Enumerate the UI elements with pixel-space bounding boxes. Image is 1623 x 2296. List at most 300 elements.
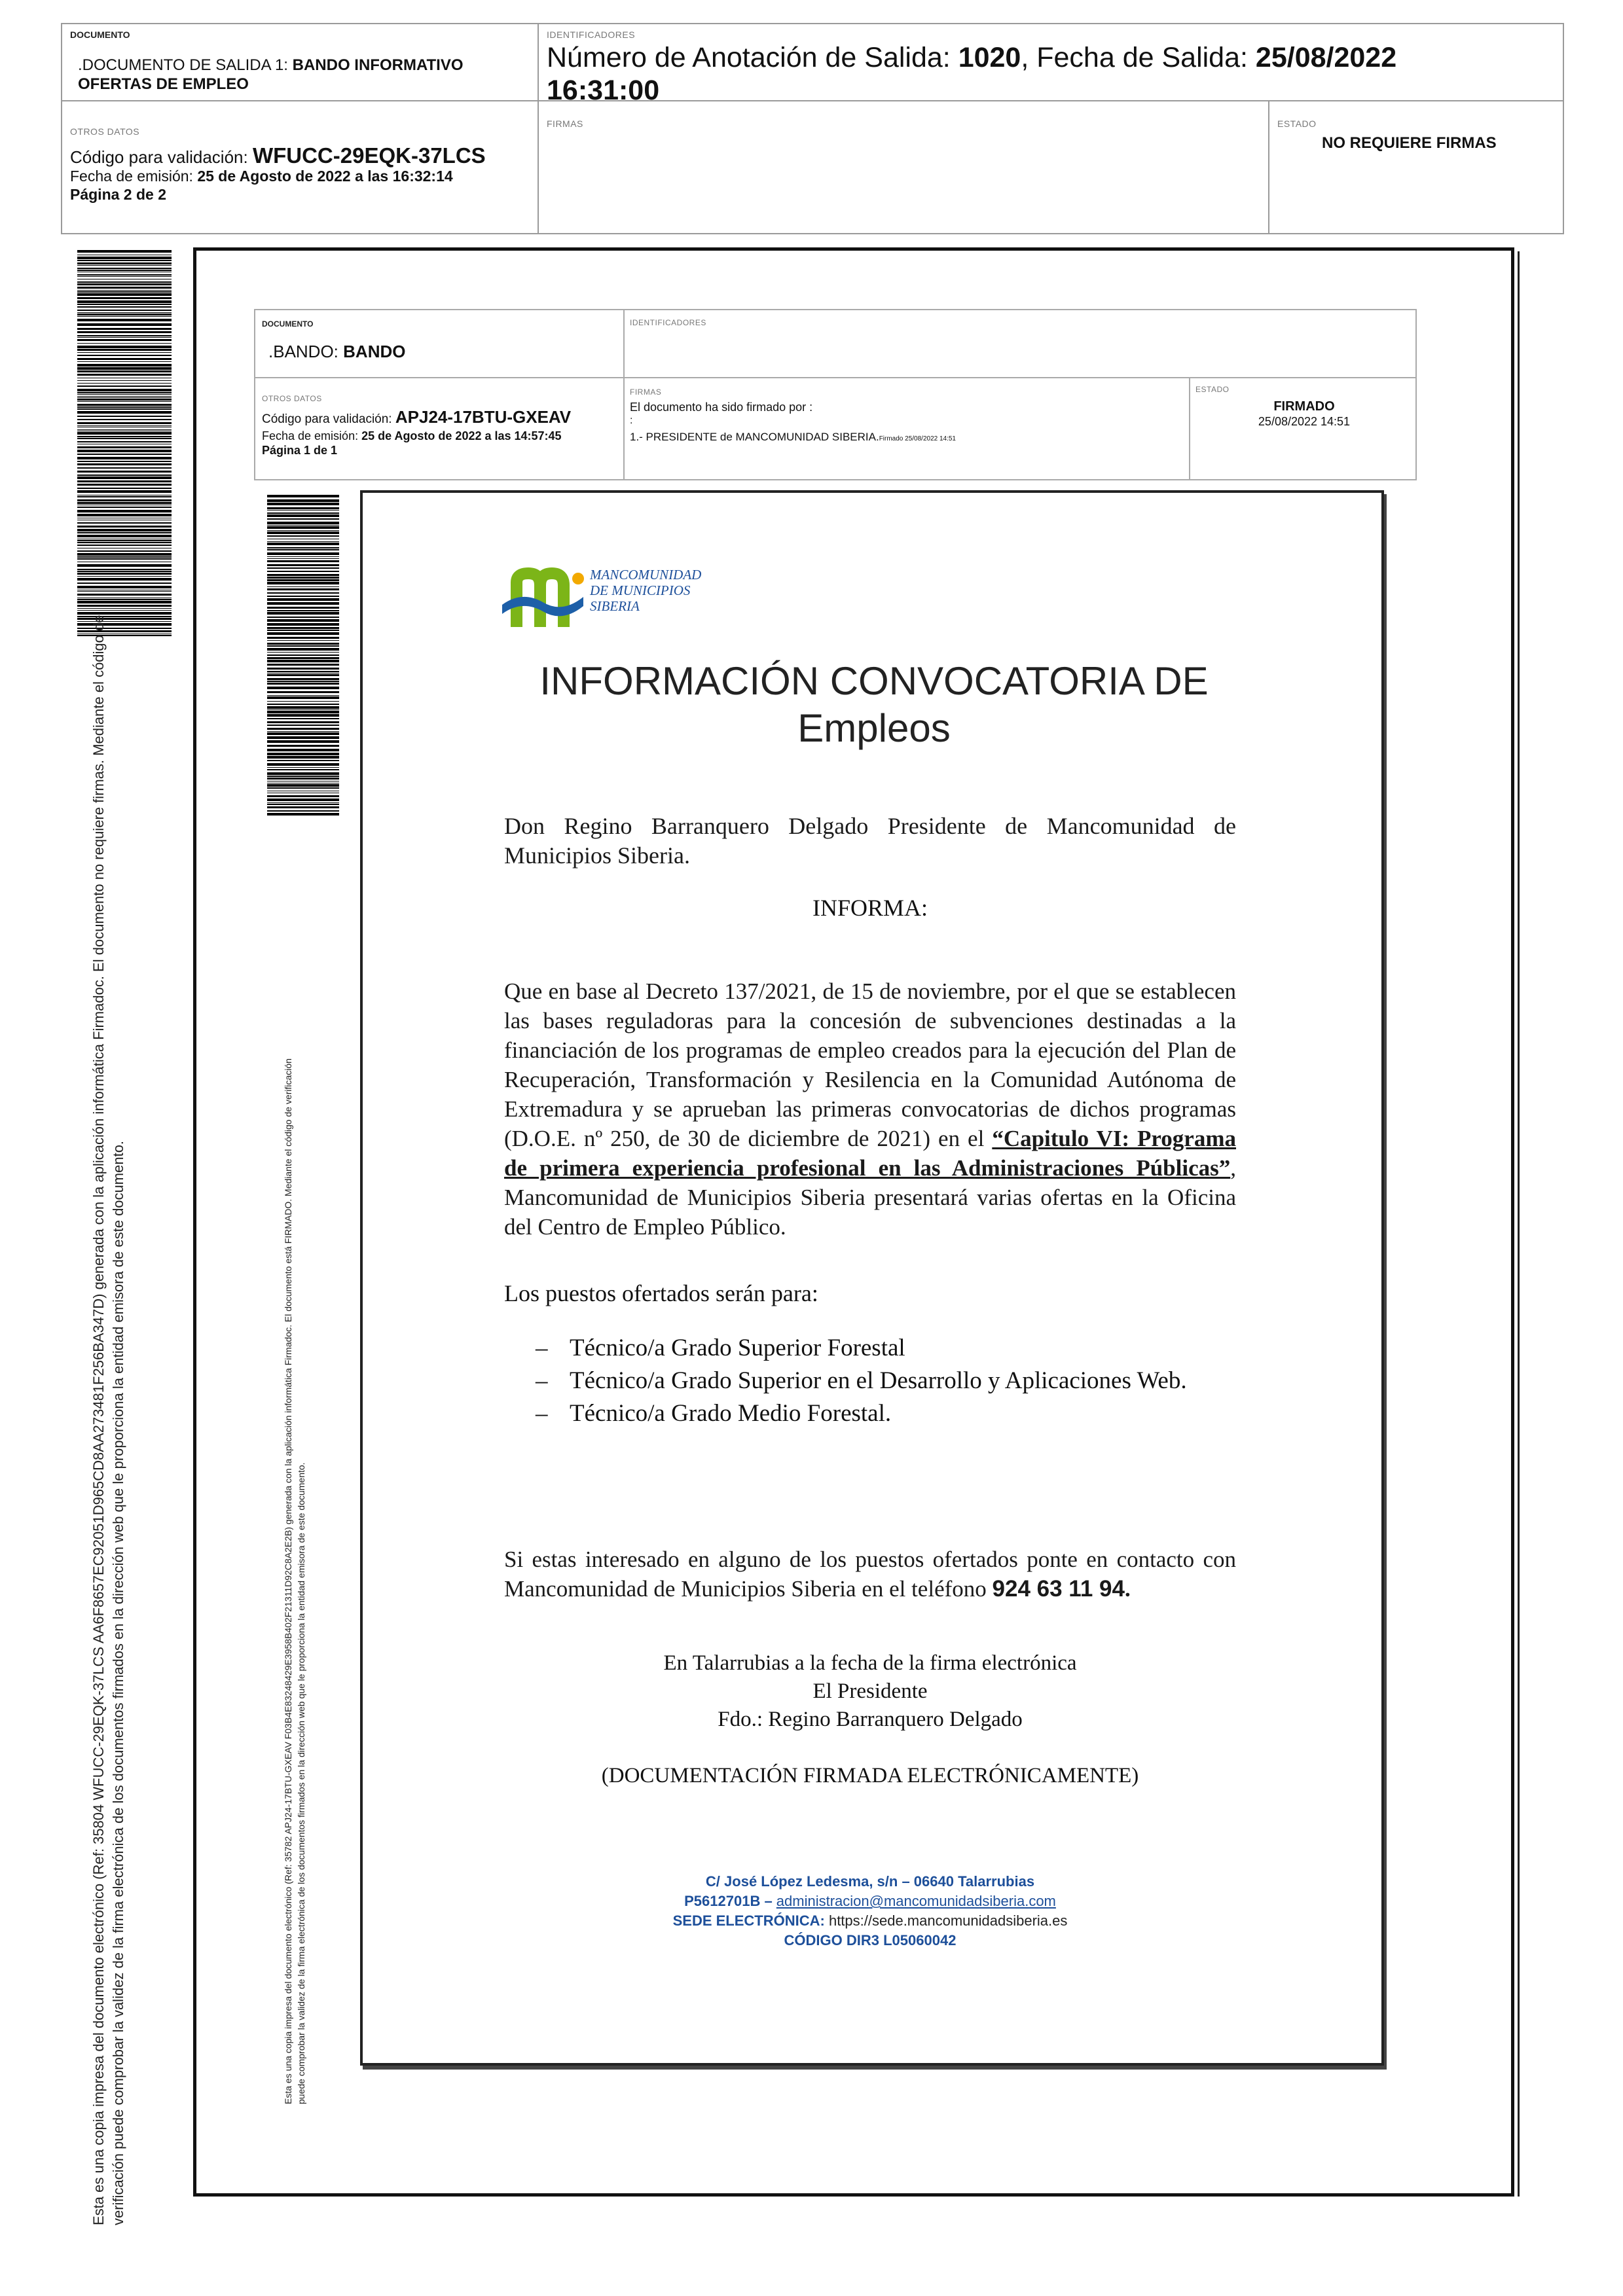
inner-identificadores-cell xyxy=(623,309,1417,378)
inner-codigo-prefix: Código para validación: xyxy=(262,412,395,426)
barcode-bar xyxy=(267,549,339,550)
barcode-bar xyxy=(77,274,172,276)
bando-signature-block xyxy=(504,1649,1236,1734)
footer-sede xyxy=(504,1911,1236,1931)
footer-sede-label: SEDE ELECTRÓNICA: xyxy=(672,1912,829,1929)
barcode-bar xyxy=(267,696,339,699)
barcode-bar xyxy=(267,756,339,759)
barcode-bar xyxy=(267,637,339,639)
logo-text-line3: SIBERIA xyxy=(590,598,640,614)
barcode-bar xyxy=(77,522,172,524)
barcode-bar xyxy=(77,612,172,615)
outer-identificadores-cell xyxy=(538,23,1564,106)
barcode-bar xyxy=(77,404,172,406)
inner-estado-cell xyxy=(1189,377,1417,480)
outer-pagina: Página 2 de 2 xyxy=(70,186,167,203)
outer-numero-prefix: Número de Anotación de Salida: xyxy=(547,42,958,73)
barcode-bar xyxy=(77,250,172,253)
barcode-bar xyxy=(267,701,339,702)
barcode-bar xyxy=(77,265,172,266)
inner-firmante xyxy=(630,431,956,444)
inner-documento-cell xyxy=(254,309,625,378)
barcode-bar xyxy=(77,310,172,311)
outer-fecha-value: 25/08/2022 xyxy=(1255,42,1397,73)
barcode-bar xyxy=(77,558,172,560)
outer-firmas-cell xyxy=(538,100,1269,234)
barcode-bar xyxy=(267,499,339,502)
barcode-bar xyxy=(267,787,339,789)
barcode-bar xyxy=(267,558,339,559)
outer-otros-label: OTROS DATOS xyxy=(70,126,140,137)
barcode-bar xyxy=(267,567,339,569)
barcode-bar xyxy=(77,608,172,609)
barcode-bar xyxy=(77,591,172,592)
inner-side-text-line2: puede comprobar la validez de la firma electrónica de los documentos firmados en la dirección web que le proporciona la entidad emisora de este documento. xyxy=(296,1462,306,2104)
barcode-bar xyxy=(267,579,339,581)
embedded-frame-right-edge xyxy=(1518,251,1520,2197)
outer-side-text xyxy=(89,615,128,2225)
barcode-bar xyxy=(77,331,172,333)
barcode-bar xyxy=(267,648,339,651)
barcode-bar xyxy=(267,612,339,615)
barcode-bar xyxy=(77,314,172,315)
barcode-bar xyxy=(267,706,339,709)
bando-intro: Don Regino Barranquero Delgado Presidente de Mancomunidad de Municipios Siberia. xyxy=(504,813,1236,869)
barcode-bar xyxy=(77,300,172,303)
barcode-bar xyxy=(77,425,172,426)
barcode-bar xyxy=(77,346,172,348)
barcode-bar xyxy=(267,522,339,524)
barcode-bar xyxy=(77,571,172,572)
outer-documento-cell xyxy=(61,23,539,101)
barcode-bar xyxy=(267,736,339,739)
barcode-bar xyxy=(267,640,339,641)
barcode-bar xyxy=(267,711,339,713)
barcode-bar xyxy=(77,610,172,611)
footer-sede-url[interactable]: https://sede.mancomunidadsiberia.es xyxy=(828,1912,1068,1929)
barcode-bar xyxy=(267,596,339,597)
barcode-bar xyxy=(267,560,339,562)
bando-contacto-text: Si estas interesado en alguno de los puestos ofertados ponte en contacto con Mancomunidad de Municipios Siberia en el teléfono xyxy=(504,1547,1236,1602)
barcode-bar xyxy=(267,503,339,505)
barcode-bar xyxy=(77,583,172,584)
barcode-bar xyxy=(77,349,172,351)
logo-text-line2: DE MUNICIPIOS xyxy=(590,583,691,598)
outer-emision-value: 25 de Agosto de 2022 a las 16:32:14 xyxy=(197,168,453,185)
barcode-bar xyxy=(77,389,172,391)
bando-puestos-list xyxy=(536,1332,1236,1430)
barcode-bar xyxy=(267,725,339,726)
barcode-bar xyxy=(267,763,339,766)
outer-emision-prefix: Fecha de emisión: xyxy=(70,168,198,185)
barcode-bar xyxy=(77,475,172,476)
inner-codigo-value: APJ24-17BTU-GXEAV xyxy=(395,407,572,427)
barcode-bar xyxy=(77,422,172,424)
barcode-bar xyxy=(267,574,339,576)
barcode-bar xyxy=(77,586,172,588)
barcode-bar xyxy=(77,432,172,435)
barcode-bar xyxy=(77,476,172,479)
outer-numero-value: 1020 xyxy=(958,42,1021,73)
mancomunidad-logo xyxy=(502,556,718,635)
bando-paragraph-part1: Que en base al Decreto 137/2021, de 15 de noviembre, por el que se establecen las bases reguladoras para la concesión de subvenciones destinadas a la financiación de los programas de empleo creados para la ejecución del Plan de Recuperación, Transformación y Resilencia en la Comunidad Autónoma de Extremadura y se aprueban las primeras convocatorias de dichos programas (D.O.E. nº 250, de 30 de diciembre de 2021) en el xyxy=(504,978,1236,1151)
barcode-bar xyxy=(77,526,172,528)
barcode-bar xyxy=(267,507,339,509)
barcode-bar xyxy=(77,343,172,344)
barcode-bar xyxy=(267,784,339,787)
barcode-bar xyxy=(77,436,172,437)
inner-emision-prefix: Fecha de emisión: xyxy=(262,429,362,442)
barcode-bar xyxy=(267,632,339,635)
outer-documento-title-1: BANDO INFORMATIVO xyxy=(292,56,464,74)
barcode-bar xyxy=(77,337,172,338)
barcode-bar xyxy=(77,532,172,533)
barcode-bar xyxy=(77,535,172,537)
inner-emision-value: 25 de Agosto de 2022 a las 14:57:45 xyxy=(361,429,562,442)
barcode-bar xyxy=(77,287,172,289)
barcode-bar xyxy=(77,270,172,271)
barcode-bar xyxy=(77,463,172,465)
barcode-bar xyxy=(77,380,172,381)
barcode-bar xyxy=(77,281,172,283)
barcode-bar xyxy=(267,577,339,579)
footer-address: C/ José López Ledesma, s/n – 06640 Talarrubias xyxy=(705,1873,1035,1890)
barcode-bar xyxy=(267,610,339,611)
barcode-bar xyxy=(267,749,339,751)
barcode-bar xyxy=(77,352,172,353)
barcode-bar xyxy=(77,550,172,552)
barcode-bar xyxy=(77,454,172,455)
barcode-bar xyxy=(267,721,339,723)
barcode-bar xyxy=(77,496,172,497)
outer-estado-label: ESTADO xyxy=(1277,118,1317,129)
outer-fecha-prefix: , Fecha de Salida: xyxy=(1021,42,1256,73)
barcode-bar xyxy=(267,718,339,719)
barcode-bar xyxy=(77,564,172,567)
barcode-bar xyxy=(267,592,339,594)
barcode-bar xyxy=(267,664,339,666)
barcode-bar xyxy=(77,408,172,410)
barcode-bar xyxy=(267,552,339,555)
barcode-bar xyxy=(267,535,339,537)
barcode-bar xyxy=(77,293,172,296)
outer-hora-value: 16:31:00 xyxy=(547,75,660,106)
barcode-bar xyxy=(267,627,339,629)
barcode-bar xyxy=(77,457,172,459)
barcode-bar xyxy=(267,525,339,526)
barcode-bar xyxy=(77,438,172,439)
barcode-bar xyxy=(77,605,172,607)
barcode-bar xyxy=(77,556,172,558)
barcode-bar xyxy=(77,553,172,556)
barcode-bar xyxy=(267,512,339,514)
outer-documento-prefix: .DOCUMENTO DE SALIDA 1: xyxy=(78,56,293,74)
logo-mark xyxy=(502,556,586,635)
barcode-bar xyxy=(77,406,172,408)
bando-telefono: 924 63 11 94 xyxy=(992,1576,1125,1602)
bando-contacto-end: . xyxy=(1124,1576,1131,1602)
barcode-bar xyxy=(77,367,172,370)
barcode-bar xyxy=(77,397,172,398)
barcode-bar xyxy=(77,461,172,462)
barcode-bar xyxy=(267,645,339,647)
inner-codigo xyxy=(262,407,571,427)
barcode-bar xyxy=(77,276,172,277)
inner-emision xyxy=(262,429,562,443)
barcode-bar xyxy=(77,416,172,417)
barcode-bar xyxy=(267,655,339,656)
barcode-bar xyxy=(77,601,172,603)
barcode-bar xyxy=(267,547,339,548)
barcode-bar xyxy=(77,488,172,489)
barcode-bar xyxy=(267,652,339,653)
barcode-bar xyxy=(267,772,339,775)
inner-firmante-fecha: Firmado 25/08/2022 14:51 xyxy=(879,435,956,442)
outer-codigo-prefix: Código para validación: xyxy=(70,147,253,167)
barcode-bar xyxy=(77,569,172,570)
barcode-bar xyxy=(77,507,172,508)
barcode-bar xyxy=(77,304,172,305)
barcode-bar xyxy=(77,358,172,360)
barcode-bar xyxy=(77,573,172,575)
barcode-bar xyxy=(267,602,339,605)
barcode-bar xyxy=(267,623,339,626)
inner-identificadores-label: IDENTIFICADORES xyxy=(630,318,706,327)
barcode-bar xyxy=(77,323,172,326)
barcode-bar xyxy=(77,540,172,541)
barcode-bar xyxy=(77,394,172,395)
barcode-bar xyxy=(77,364,172,367)
barcode-bar xyxy=(267,564,339,566)
barcode-bar xyxy=(267,556,339,557)
barcode-bar xyxy=(77,392,172,393)
outer-otros-cell xyxy=(61,100,539,234)
outer-documento-title-2: OFERTAS DE EMPLEO xyxy=(78,75,249,93)
barcode-bar xyxy=(77,260,172,261)
barcode-bar xyxy=(267,660,339,662)
barcode-bar xyxy=(267,510,339,511)
barcode-bar xyxy=(267,657,339,659)
barcode-bar xyxy=(77,576,172,577)
barcode-bar xyxy=(267,630,339,631)
barcode-bar xyxy=(267,753,339,755)
bando-informa: INFORMA: xyxy=(812,895,928,921)
barcode-bar xyxy=(267,643,339,645)
barcode-bar xyxy=(267,704,339,705)
barcode-bar xyxy=(77,361,172,362)
barcode-bar xyxy=(267,571,339,572)
barcode-bar xyxy=(77,446,172,448)
barcode-bar xyxy=(267,582,339,584)
barcode-bar xyxy=(267,541,339,542)
barcode-bar xyxy=(77,502,172,504)
barcode-bar xyxy=(267,714,339,717)
barcode-bar xyxy=(267,760,339,761)
inner-side-text xyxy=(282,1058,308,2104)
barcode-bar xyxy=(77,401,172,402)
barcode-bar xyxy=(77,339,172,341)
barcode-bar xyxy=(267,671,339,672)
barcode-bar xyxy=(267,530,339,531)
barcode-bar xyxy=(267,526,339,529)
outer-barcode xyxy=(77,250,172,636)
barcode-bar xyxy=(267,798,339,801)
barcode-bar xyxy=(77,335,172,336)
barcode-bar xyxy=(267,495,339,497)
inner-documento-label: DOCUMENTO xyxy=(262,319,314,329)
inner-estado-fecha: 25/08/2022 14:51 xyxy=(1258,415,1351,428)
barcode-bar xyxy=(267,695,339,696)
footer-email-link[interactable]: administracion@mancomunidadsiberia.com xyxy=(776,1893,1056,1909)
inner-otros-label: OTROS DATOS xyxy=(262,394,322,403)
barcode-bar xyxy=(77,510,172,512)
barcode-bar xyxy=(77,399,172,401)
barcode-bar xyxy=(267,586,339,587)
barcode-bar xyxy=(77,419,172,420)
outer-emision xyxy=(70,168,453,185)
barcode-bar xyxy=(267,728,339,730)
barcode-bar xyxy=(267,795,339,797)
barcode-bar xyxy=(77,480,172,482)
barcode-bar xyxy=(77,386,172,387)
barcode-bar xyxy=(77,441,172,442)
inner-firmado-por: El documento ha sido firmado por : xyxy=(630,401,813,414)
bando-paragraph-part2: , Mancomunidad de Municipios Siberia presentará varias ofertas en la Oficina del Centro de Empleo Público. xyxy=(504,1155,1236,1240)
barcode-bar xyxy=(77,319,172,321)
barcode-bar xyxy=(267,514,339,517)
barcode-bar xyxy=(267,531,339,534)
barcode-bar xyxy=(267,731,339,732)
barcode-bar xyxy=(267,687,339,689)
barcode-bar xyxy=(267,678,339,680)
bando-footer xyxy=(504,1872,1236,1950)
barcode-bar xyxy=(267,588,339,590)
barcode-bar xyxy=(267,769,339,770)
barcode-bar xyxy=(77,599,172,600)
puesto-item: – Técnico/a Grado Medio Forestal. xyxy=(536,1397,1236,1430)
barcode-bar xyxy=(77,396,172,397)
inner-otros-cell xyxy=(254,377,625,480)
barcode-bar xyxy=(267,668,339,670)
barcode-bar xyxy=(77,499,172,501)
barcode-bar xyxy=(267,806,339,808)
barcode-bar xyxy=(77,283,172,285)
barcode-bar xyxy=(77,291,172,293)
outer-firmas-label: FIRMAS xyxy=(547,118,583,129)
barcode-bar xyxy=(77,514,172,516)
inner-documento-title-value: BANDO xyxy=(343,342,406,361)
outer-estado-value: NO REQUIERE FIRMAS xyxy=(1322,134,1497,152)
barcode-bar xyxy=(77,545,172,546)
barcode-bar xyxy=(77,312,172,313)
barcode-bar xyxy=(77,290,172,291)
barcode-bar xyxy=(77,257,172,259)
barcode-bar xyxy=(77,471,172,473)
inner-documento-prefix: .BANDO: xyxy=(268,342,344,361)
barcode-bar xyxy=(267,745,339,747)
barcode-bar xyxy=(267,813,339,816)
logo-text xyxy=(590,567,701,614)
bando-paragraph-bold: “Capitulo VI: Programa de primera experiencia profesional en las Administraciones Públicas” xyxy=(504,1126,1236,1181)
barcode-bar xyxy=(267,804,339,805)
barcode-bar xyxy=(77,306,172,308)
barcode-bar xyxy=(267,802,339,803)
inner-side-text-line1: Esta es una copia impresa del documento electrónico (Ref: 35782 APJ24-17BTU-GXEAV F03B4E83248429E3958B402F21311D92C8A2E2B) generada con la aplicación informática Firmadoc. El documento está FIRMADO. Mediante el código de verificación xyxy=(283,1058,293,2104)
outer-documento-title xyxy=(78,56,464,94)
barcode-bar xyxy=(267,778,339,780)
outer-estado-cell xyxy=(1268,100,1564,234)
barcode-bar xyxy=(267,709,339,710)
outer-side-text-line1: Esta es una copia impresa del documento electrónico (Ref: 35804 WFUCC-29EQK-37LCS AA6F8657EC92051D965CD8AA273481F256BA347D) generada con la aplicación informática Firmadoc. El documento no requiere firmas. Mediante el código de xyxy=(90,615,107,2225)
barcode-bar xyxy=(77,542,172,543)
barcode-bar xyxy=(267,607,339,609)
barcode-bar xyxy=(77,374,172,376)
barcode-bar xyxy=(77,268,172,269)
barcode-bar xyxy=(267,598,339,601)
outer-codigo xyxy=(70,143,486,168)
barcode-bar xyxy=(267,740,339,743)
footer-dir3: CÓDIGO DIR3 L05060042 xyxy=(784,1932,957,1948)
outer-codigo-value: WFUCC-29EQK-37LCS xyxy=(252,143,486,168)
inner-documento-title xyxy=(268,342,405,362)
barcode-bar xyxy=(77,383,172,384)
barcode-bar xyxy=(77,484,172,486)
bando-puestos-intro: Los puestos ofertados serán para: xyxy=(504,1280,818,1306)
inner-firmante-name: 1.- PRESIDENTE de MANCOMUNIDAD SIBERIA. xyxy=(630,431,879,443)
footer-contact xyxy=(504,1892,1236,1911)
barcode-bar xyxy=(267,691,339,693)
inner-barcode xyxy=(267,495,339,816)
barcode-bar xyxy=(77,529,172,531)
barcode-bar xyxy=(77,450,172,452)
outer-identificadores-label: IDENTIFICADORES xyxy=(547,29,636,40)
barcode-bar xyxy=(77,355,172,356)
barcode-bar xyxy=(77,429,172,430)
barcode-bar xyxy=(77,297,172,299)
bando-contacto xyxy=(504,1545,1236,1604)
barcode-bar xyxy=(267,674,339,676)
barcode-bar xyxy=(267,767,339,768)
logo-text-line1: MANCOMUNIDAD xyxy=(590,567,702,583)
barcode-bar xyxy=(77,328,172,330)
bando-cargo: El Presidente xyxy=(812,1679,928,1703)
bando-title xyxy=(491,658,1257,752)
bando-paragraph xyxy=(504,977,1236,1242)
barcode-bar xyxy=(267,810,339,812)
barcode-bar xyxy=(267,681,339,682)
puesto-item: – Técnico/a Grado Superior Forestal xyxy=(536,1332,1236,1365)
barcode-bar xyxy=(267,683,339,685)
inner-firmas-cell xyxy=(623,377,1190,480)
barcode-bar xyxy=(267,543,339,545)
barcode-bar xyxy=(77,370,172,372)
bando-title-line1: INFORMACIÓN CONVOCATORIA DE xyxy=(539,659,1209,703)
footer-nif: P5612701B – xyxy=(684,1893,776,1909)
puesto-item: – Técnico/a Grado Superior en el Desarrollo y Aplicaciones Web. xyxy=(536,1365,1236,1397)
barcode-bar xyxy=(77,316,172,317)
outer-side-text-line2: verificación puede comprobar la validez de la firma electrónica de los documentos firmados en la dirección web que le proporciona la entidad emisora de este documento. xyxy=(110,1140,126,2225)
inner-firmas-label: FIRMAS xyxy=(630,387,662,397)
outer-documento-label: DOCUMENTO xyxy=(70,29,130,40)
inner-pagina: Página 1 de 1 xyxy=(262,444,338,457)
barcode-bar xyxy=(77,467,172,469)
barcode-bar xyxy=(267,776,339,777)
bando-lugar: En Talarrubias a la fecha de la firma electrónica xyxy=(663,1651,1077,1675)
inner-firmado-colon: : xyxy=(630,415,633,426)
barcode-bar xyxy=(77,262,172,264)
bando-title-line2: Empleos xyxy=(797,706,951,750)
barcode-bar xyxy=(77,578,172,581)
